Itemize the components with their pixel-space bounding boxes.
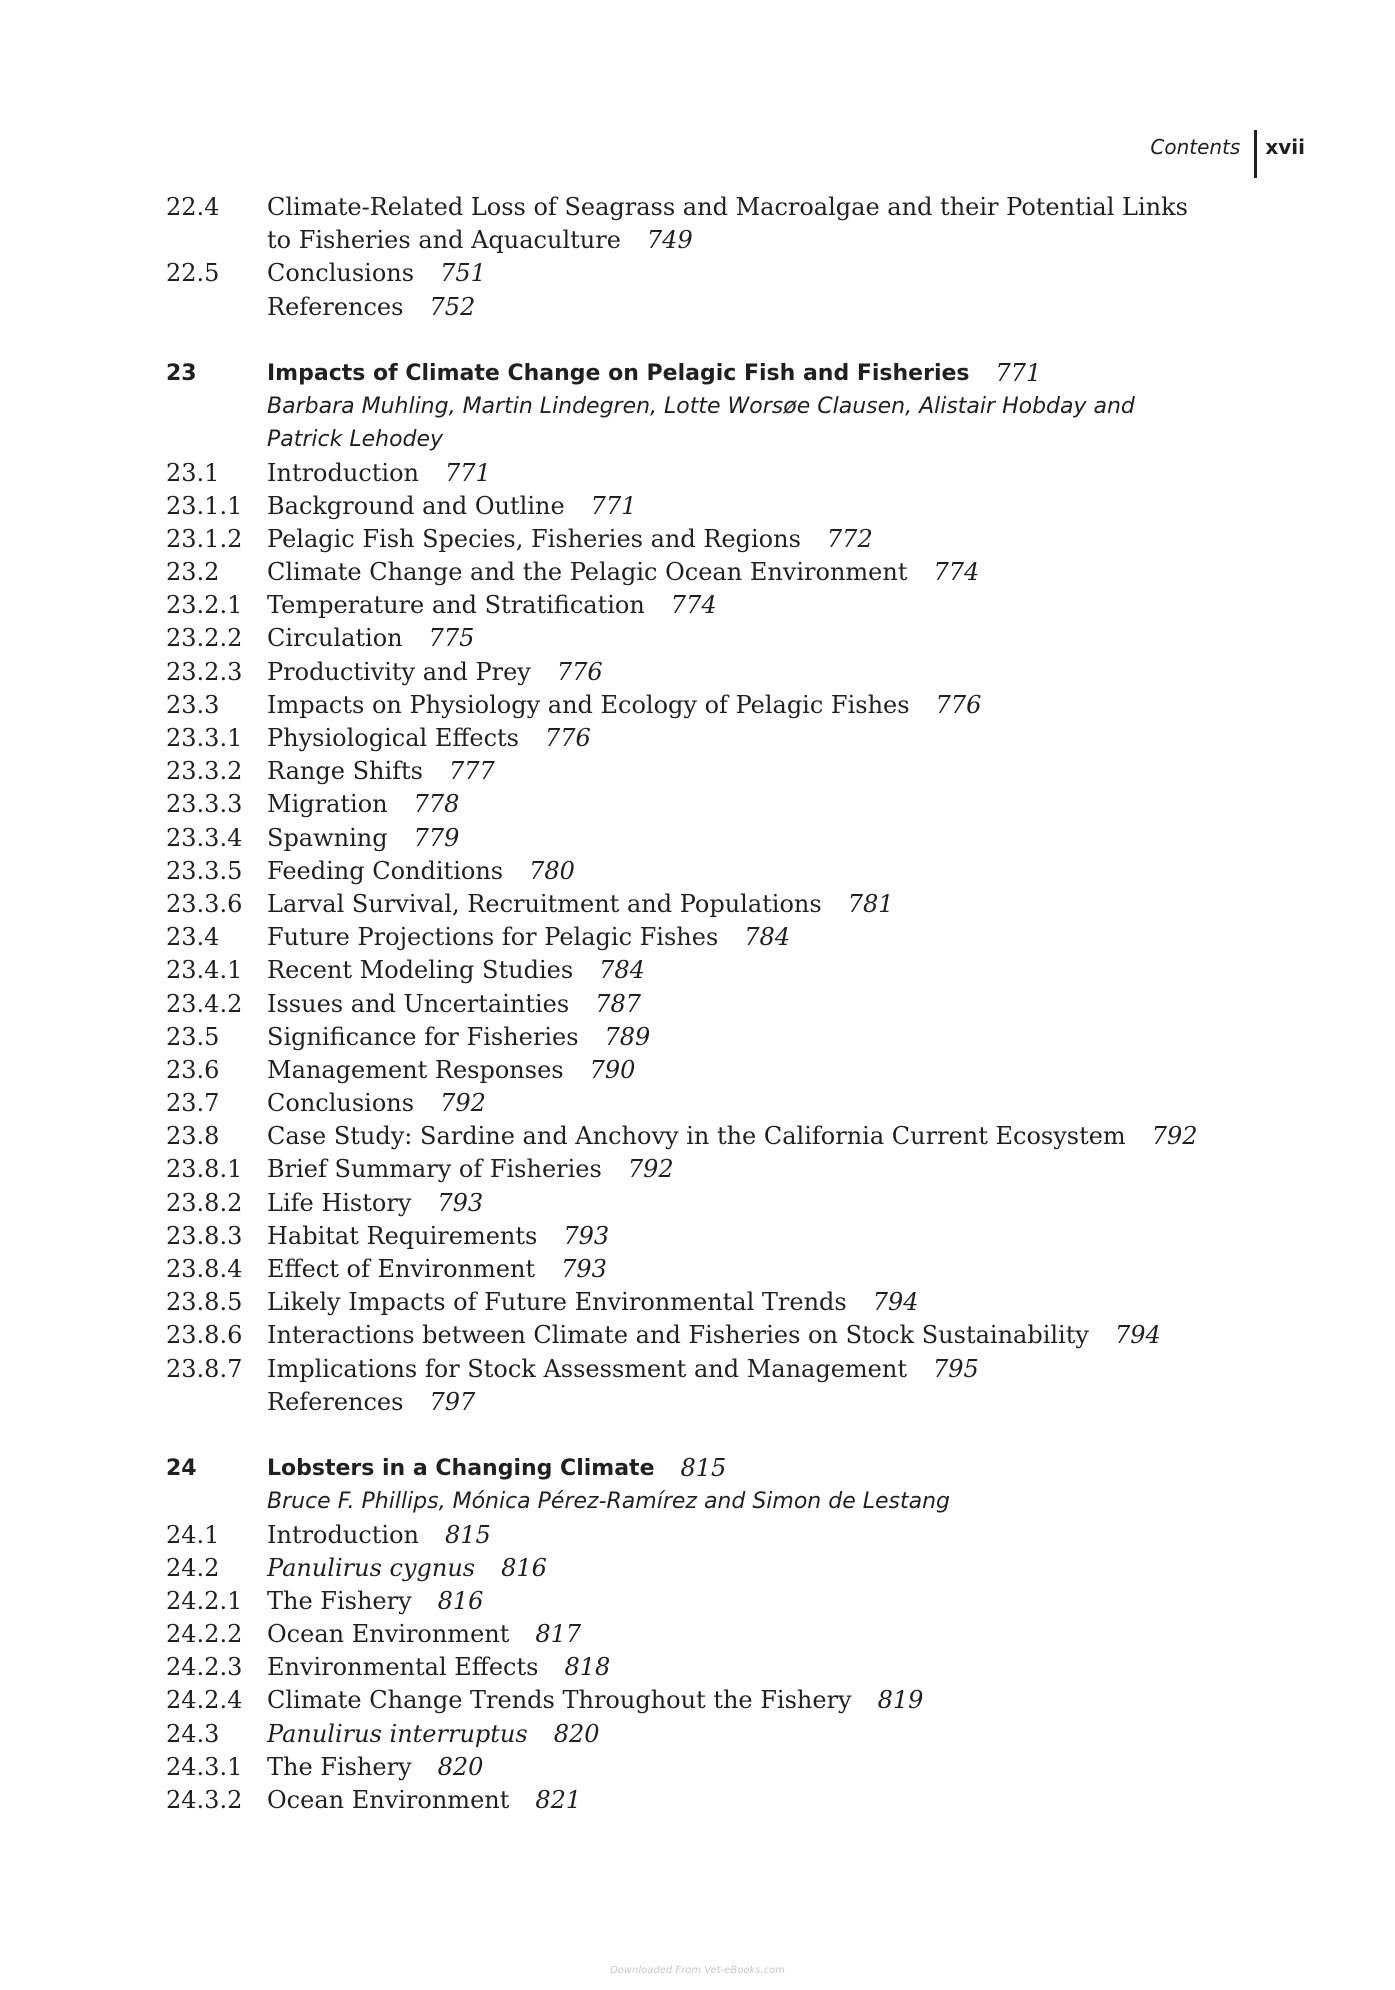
toc-entry	[166, 1353, 1286, 1386]
toc-entry	[166, 191, 1286, 224]
toc-page-number: 781	[847, 889, 894, 918]
toc-title: Climate Change Trends Throughout the Fishery	[267, 1686, 852, 1715]
toc-chapter-authors	[166, 423, 1286, 456]
toc-number: 23.3.6	[166, 889, 243, 918]
toc-entry	[166, 457, 1286, 490]
toc-page-number: 789	[604, 1022, 651, 1051]
toc-page-number: 820	[553, 1719, 600, 1748]
toc-page-number: 795	[932, 1354, 979, 1383]
toc-number: 23.5	[166, 1022, 220, 1051]
toc-title: Ocean Environment	[267, 1620, 510, 1649]
toc-title: Physiological Effects	[267, 724, 519, 752]
toc-title: Life History	[267, 1188, 412, 1217]
toc-entry	[166, 1585, 1286, 1618]
toc-title: Management Responses	[267, 1055, 564, 1084]
toc-number: 23.2.2	[166, 624, 243, 653]
toc-page-number: 792	[1151, 1122, 1198, 1151]
toc-page-number: 780	[529, 856, 575, 885]
toc-page-number: 774	[933, 558, 980, 587]
toc-title: References	[267, 1387, 404, 1416]
toc-title: Circulation	[267, 624, 403, 653]
toc-number: 24.2.4	[166, 1686, 243, 1715]
toc-entry	[166, 822, 1286, 855]
toc-title: Temperature and Stratification	[267, 591, 645, 620]
toc-number	[166, 291, 267, 324]
toc-number	[166, 423, 267, 456]
toc-number: 23.8.2	[166, 1188, 243, 1217]
toc-entry	[166, 722, 1286, 755]
toc-chapter-heading	[166, 357, 1286, 390]
toc-number: 23.4	[166, 923, 220, 952]
toc-page-number: 821	[535, 1786, 582, 1814]
toc-entry	[166, 589, 1286, 622]
download-watermark: Downloaded From Vet-eBooks.com	[609, 1965, 785, 1976]
toc-number	[166, 1485, 267, 1518]
toc-title: Range Shifts	[267, 757, 423, 786]
toc-entry	[166, 689, 1286, 722]
toc-number: 23.1.2	[166, 524, 243, 553]
toc-number: 23.7	[166, 1089, 220, 1118]
toc-chapter-authors	[166, 1485, 1286, 1518]
toc-entry	[166, 788, 1286, 821]
toc-title: Future Projections for Pelagic Fishes	[267, 923, 719, 952]
toc-entry	[166, 1651, 1286, 1684]
toc-page-number: 776	[556, 657, 603, 686]
toc-title: Habitat Requirements	[267, 1221, 538, 1250]
section-spacer	[166, 1419, 1286, 1452]
toc-number: 24.2.2	[166, 1620, 243, 1649]
toc-page-number: 792	[627, 1155, 674, 1184]
toc-title: Brief Summary of Fisheries	[267, 1155, 602, 1184]
toc-page-number: 771	[590, 491, 637, 520]
toc-title: Environmental Effects	[267, 1653, 539, 1682]
toc-entry	[166, 257, 1286, 290]
toc-number	[166, 390, 267, 423]
toc-title: Migration	[267, 790, 388, 819]
toc-entry	[166, 888, 1286, 921]
toc-page-number: 749	[646, 226, 693, 255]
toc-entry	[166, 1253, 1286, 1286]
toc-number: 24.2	[166, 1553, 220, 1582]
toc-page-number: 774	[670, 591, 717, 620]
header-divider	[1254, 130, 1257, 178]
toc-page-number: 772	[826, 524, 873, 553]
toc-page-number: 794	[872, 1288, 919, 1317]
toc-entry	[166, 1684, 1286, 1717]
toc-number: 23.8.4	[166, 1255, 243, 1283]
toc-number: 23.8.6	[166, 1321, 243, 1350]
toc-entry	[166, 954, 1286, 987]
toc-title: Introduction	[267, 1520, 419, 1549]
toc-page-number: 779	[413, 823, 460, 852]
toc-title: Panulirus cygnus	[267, 1553, 476, 1582]
toc-entry	[166, 1220, 1286, 1253]
toc-page-number: 818	[564, 1653, 611, 1682]
toc-authors: Barbara Muhling, Martin Lindegren, Lotte Worsøe Clausen, Alistair Hobday and	[267, 394, 1135, 420]
running-header-label: Contents	[1150, 135, 1241, 159]
toc-title: Productivity and Prey	[267, 657, 531, 686]
toc-number: 23.3.5	[166, 856, 243, 885]
toc-number	[166, 1386, 267, 1419]
toc-page-number: 793	[437, 1188, 484, 1217]
toc-page-number: 815	[680, 1454, 727, 1483]
toc-entry	[166, 921, 1286, 954]
section-spacer	[166, 324, 1286, 357]
toc-number: 23.3	[166, 690, 220, 719]
toc-title: Climate Change and the Pelagic Ocean Environment	[267, 558, 908, 587]
toc-title: Issues and Uncertainties	[267, 989, 570, 1018]
toc-title: Lobsters in a Changing Climate	[267, 1456, 655, 1482]
toc-page-number: 751	[440, 259, 486, 288]
toc-number: 24.3.2	[166, 1786, 243, 1814]
toc-title: Conclusions	[267, 1089, 415, 1118]
toc-title: The Fishery	[267, 1586, 412, 1615]
toc-entry	[166, 1552, 1286, 1585]
toc-title: Case Study: Sardine and Anchovy in the California Current Ecosystem	[267, 1122, 1126, 1151]
toc-number: 24	[166, 1456, 197, 1482]
toc-number: 23.1.1	[166, 491, 243, 520]
toc-number: 23.1	[166, 458, 220, 487]
toc-number: 24.3.1	[166, 1752, 243, 1781]
toc-entry	[166, 224, 1286, 257]
toc-page-number: 794	[1114, 1321, 1161, 1350]
toc-page-number: 771	[445, 458, 491, 487]
toc-title: Background and Outline	[267, 491, 565, 520]
toc-entry	[166, 656, 1286, 689]
toc-page-number: 784	[599, 956, 645, 985]
toc-page-number: 790	[589, 1055, 636, 1084]
toc-page-number: 784	[744, 923, 791, 952]
toc-title: to Fisheries and Aquaculture	[267, 226, 621, 255]
toc-page-number: 815	[445, 1520, 491, 1549]
toc-number: 23.8	[166, 1122, 220, 1151]
toc-page-number: 820	[437, 1752, 484, 1781]
toc-entry	[166, 556, 1286, 589]
toc-entry	[166, 755, 1286, 788]
toc-number: 23.6	[166, 1055, 220, 1084]
toc-page-number: 778	[413, 790, 460, 819]
toc-number: 23.3.4	[166, 823, 243, 852]
toc-page-number: 793	[563, 1221, 610, 1250]
table-of-contents	[166, 191, 1286, 1817]
toc-page-number: 777	[449, 757, 495, 786]
toc-number: 23.4.2	[166, 989, 243, 1018]
toc-chapter-authors	[166, 390, 1286, 423]
running-header	[1150, 130, 1305, 178]
toc-entry	[166, 1751, 1286, 1784]
toc-entry	[166, 1087, 1286, 1120]
toc-title: References	[267, 292, 404, 321]
toc-page-number: 792	[440, 1089, 486, 1118]
toc-title: Effect of Environment	[267, 1255, 536, 1283]
toc-authors: Bruce F. Phillips, Mónica Pérez-Ramírez and Simon de Lestang	[267, 1489, 950, 1515]
toc-title: Spawning	[267, 823, 388, 852]
toc-entry	[166, 1054, 1286, 1087]
toc-title: Larval Survival, Recruitment and Populations	[267, 889, 822, 918]
toc-page-number: 819	[877, 1686, 924, 1715]
toc-title: Implications for Stock Assessment and Management	[267, 1354, 907, 1383]
toc-number: 24.2.3	[166, 1653, 243, 1682]
toc-entry	[166, 490, 1286, 523]
toc-number: 23.2.1	[166, 591, 243, 620]
toc-number: 23.4.1	[166, 956, 243, 985]
toc-chapter-heading	[166, 1452, 1286, 1485]
toc-entry	[166, 855, 1286, 888]
toc-entry	[166, 1386, 1286, 1419]
toc-number: 22.5	[166, 259, 220, 288]
toc-page-number: 775	[428, 624, 475, 653]
toc-page-number: 797	[429, 1387, 476, 1416]
toc-authors: Patrick Lehodey	[267, 427, 444, 453]
toc-number: 23.2.3	[166, 657, 243, 686]
toc-title: Likely Impacts of Future Environmental Trends	[267, 1288, 847, 1317]
toc-number	[166, 224, 267, 257]
toc-entry	[166, 1784, 1286, 1817]
toc-entry	[166, 1618, 1286, 1651]
toc-title: The Fishery	[267, 1752, 412, 1781]
toc-entry	[166, 1286, 1286, 1319]
toc-page-number: 787	[595, 989, 642, 1018]
toc-page-number: 771	[995, 358, 1042, 387]
toc-entry	[166, 1153, 1286, 1186]
toc-title: Introduction	[267, 458, 419, 487]
toc-title: Impacts on Physiology and Ecology of Pelagic Fishes	[267, 690, 910, 719]
toc-number: 24.1	[166, 1520, 220, 1549]
toc-entry	[166, 1319, 1286, 1352]
toc-entry	[166, 1187, 1286, 1220]
toc-title: Recent Modeling Studies	[267, 956, 574, 985]
toc-entry	[166, 1519, 1286, 1552]
toc-entry	[166, 988, 1286, 1021]
page-number: xvii	[1265, 135, 1305, 159]
toc-entry	[166, 1021, 1286, 1054]
toc-number: 23.3.2	[166, 757, 243, 786]
toc-number: 23.8.3	[166, 1221, 243, 1250]
toc-page-number: 776	[545, 724, 591, 752]
toc-page-number: 817	[535, 1620, 582, 1649]
toc-title: Panulirus interruptus	[267, 1719, 528, 1748]
toc-number: 24.2.1	[166, 1586, 243, 1615]
toc-title: Feeding Conditions	[267, 856, 504, 885]
toc-number: 23.8.7	[166, 1354, 243, 1383]
toc-number: 23.3.3	[166, 790, 243, 819]
toc-number: 24.3	[166, 1719, 220, 1748]
toc-page-number: 816	[437, 1586, 484, 1615]
toc-number: 23.8.1	[166, 1155, 243, 1184]
toc-number: 23.8.5	[166, 1288, 243, 1317]
toc-page-number: 793	[561, 1255, 607, 1283]
toc-title: Conclusions	[267, 259, 415, 288]
toc-title: Significance for Fisheries	[267, 1022, 579, 1051]
toc-title: Impacts of Climate Change on Pelagic Fish and Fisheries	[267, 360, 970, 386]
toc-entry	[166, 523, 1286, 556]
toc-page-number: 776	[935, 690, 982, 719]
toc-page-number: 816	[501, 1553, 547, 1582]
toc-title: Ocean Environment	[267, 1786, 510, 1814]
toc-entry	[166, 1120, 1286, 1153]
toc-title: Pelagic Fish Species, Fisheries and Regions	[267, 524, 801, 553]
toc-title: Interactions between Climate and Fisheries on Stock Sustainability	[267, 1321, 1089, 1350]
toc-entry	[166, 291, 1286, 324]
toc-number: 22.4	[166, 193, 220, 221]
toc-number: 23	[166, 360, 197, 386]
toc-page-number: 752	[429, 292, 476, 321]
toc-number: 23.2	[166, 558, 220, 587]
toc-entry	[166, 622, 1286, 655]
toc-title: Climate-Related Loss of Seagrass and Macroalgae and their Potential Links	[267, 193, 1188, 221]
toc-entry	[166, 1718, 1286, 1751]
toc-number: 23.3.1	[166, 724, 243, 752]
